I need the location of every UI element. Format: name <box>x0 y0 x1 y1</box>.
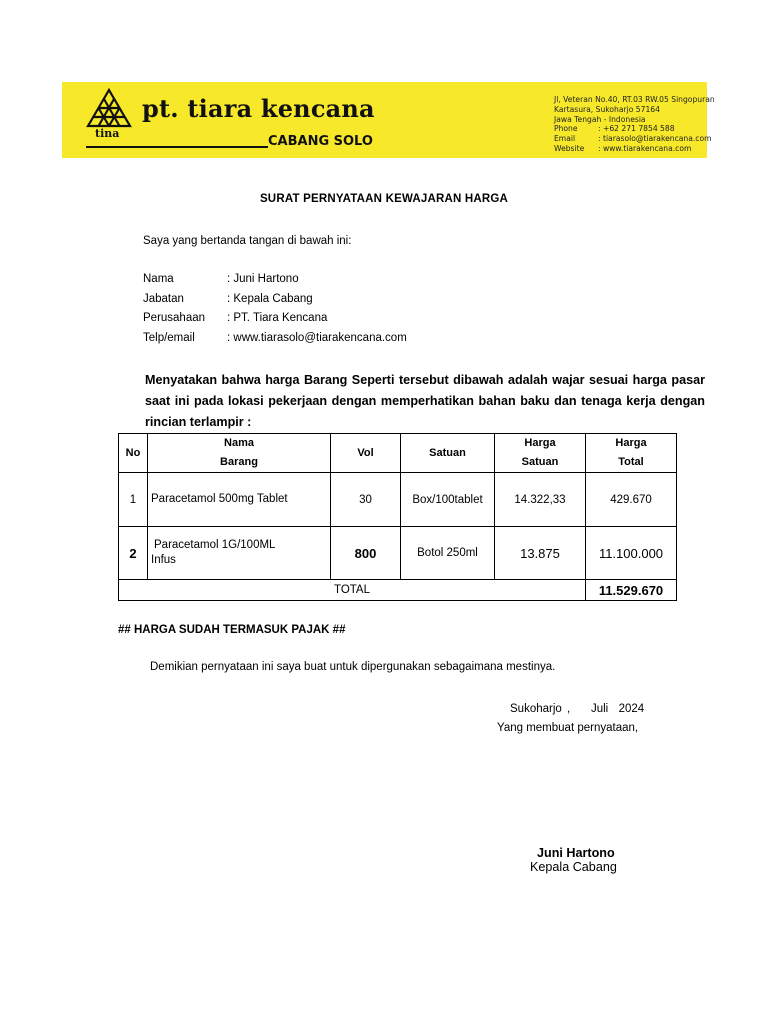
table-total-row <box>119 580 677 601</box>
cell-nama <box>148 527 331 580</box>
address-line: Jl, Veteran No.40, RT.03 RW.05 Singopuran <box>554 95 715 104</box>
total-value: 11.529.670 <box>586 580 677 601</box>
contact-label: Phone <box>554 124 578 134</box>
cell-vol: 800 <box>331 527 401 580</box>
cell-harga-satuan: 14.322,33 <box>495 473 586 527</box>
field-nama <box>143 273 407 293</box>
field-label: Telp/email <box>143 331 195 344</box>
document-title: SURAT PERNYATAAN KEWAJARAN HARGA <box>259 193 509 205</box>
field-label: Nama <box>143 273 174 285</box>
total-label: TOTAL <box>119 580 586 601</box>
contact-website <box>554 144 715 154</box>
letterhead <box>62 82 715 158</box>
cell-vol: 30 <box>331 473 401 527</box>
table-row <box>119 527 677 580</box>
contact-value: : +62 271 7854 588 <box>598 124 675 134</box>
cell-satuan: Box/100tablet <box>401 473 495 527</box>
field-label: Perusahaan <box>143 312 206 324</box>
company-name: pt. tiara kencana <box>142 94 375 123</box>
field-perusahaan <box>143 312 407 332</box>
field-telp-email <box>143 332 407 352</box>
header-nama-barang <box>148 434 331 473</box>
header-no: No <box>119 434 148 473</box>
cell-no: 1 <box>119 473 148 527</box>
address-line: Kartasura, Sukoharjo 57164 <box>554 104 660 114</box>
header-text: Harga <box>524 437 556 449</box>
cell-nama: Paracetamol 500mg Tablet <box>148 473 331 527</box>
table-header-row <box>119 434 677 473</box>
cell-satuan: Botol 250ml <box>401 527 495 580</box>
made-by-label: Yang membuat pernyataan, <box>497 722 639 734</box>
contact-value: : www.tiarakencana.com <box>598 143 692 153</box>
price-table <box>118 433 677 601</box>
signer-name: Juni Hartono <box>537 846 615 860</box>
cell-harga-total: 429.670 <box>586 473 677 527</box>
contact-label: Email <box>554 134 576 144</box>
cell-no: 2 <box>119 527 148 580</box>
branch-name: CABANG SOLO <box>268 134 373 149</box>
address-line: Jawa Tengah - Indonesia <box>554 114 646 124</box>
contact-phone <box>554 124 715 134</box>
tax-note: ## HARGA SUDAH TERMASUK PAJAK ## <box>118 624 346 636</box>
table-row <box>119 473 677 527</box>
company-logo-icon <box>86 88 138 140</box>
header-text: Harga <box>615 437 647 449</box>
item-name-line: Paracetamol 1G/100ML <box>154 539 276 551</box>
statement-paragraph: Menyatakan bahwa harga Barang Seperti tersebut dibawah adalah wajar sesuai harga pasar saat ini pada lokasi pekerjaan dengan memperhatikan bahan baku dan tenaga kerja dengan rincian terlampir : <box>145 373 705 429</box>
header-vol: Vol <box>331 434 401 473</box>
field-value: : www.tiarasolo@tiarakencana.com <box>227 331 407 344</box>
contact-label: Website <box>554 143 585 153</box>
header-harga-satuan <box>495 434 586 473</box>
field-value: : PT. Tiara Kencana <box>227 312 328 324</box>
signatory-fields <box>143 273 407 351</box>
logo-text: tina <box>95 127 120 140</box>
header-text: Nama <box>224 437 254 449</box>
place-date: Sukoharjo , Juli 2024 <box>510 703 645 715</box>
cell-harga-total: 11.100.000 <box>586 527 677 580</box>
header-text: Satuan <box>521 456 559 468</box>
letterhead-divider <box>86 146 268 148</box>
closing-text: Demikian pernyataan ini saya buat untuk dipergunakan sebagaimana mestinya. <box>150 661 556 673</box>
contact-email <box>554 134 715 144</box>
field-jabatan <box>143 293 407 313</box>
header-satuan: Satuan <box>401 434 495 473</box>
company-address <box>554 95 715 154</box>
field-value: : Kepala Cabang <box>227 292 313 305</box>
field-label: Jabatan <box>143 292 184 305</box>
header-text: Barang <box>220 456 258 468</box>
header-text: Total <box>618 456 644 468</box>
signer-position: Kepala Cabang <box>530 860 617 874</box>
field-value: : Juni Hartono <box>227 273 299 285</box>
cell-harga-satuan: 13.875 <box>495 527 586 580</box>
item-name-line: Infus <box>151 554 176 566</box>
intro-text: Saya yang bertanda tangan di bawah ini: <box>143 235 352 247</box>
contact-value: : tiarasolo@tiarakencana.com <box>598 134 712 144</box>
header-harga-total <box>586 434 677 473</box>
